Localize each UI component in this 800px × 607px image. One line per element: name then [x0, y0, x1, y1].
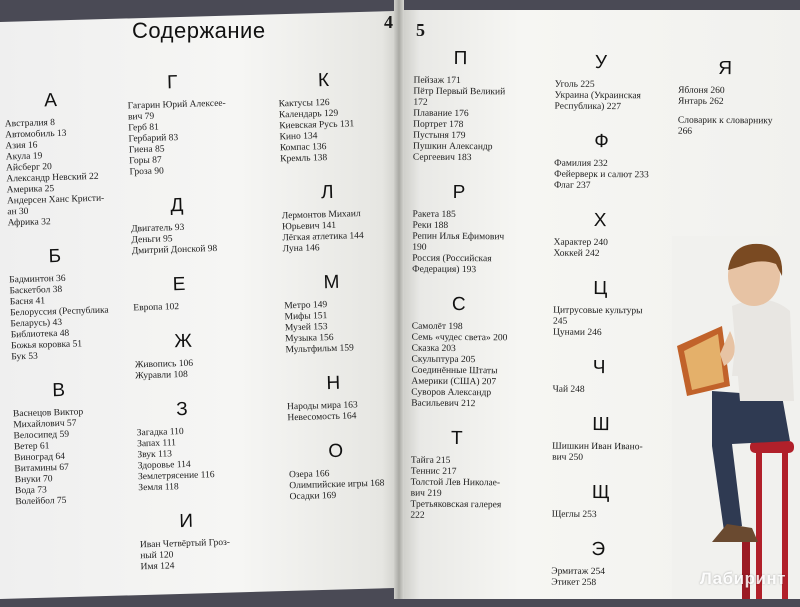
index-entry: Народы мира 163 — [286, 400, 358, 413]
index-letter-group — [288, 440, 385, 504]
index-letter-group — [410, 428, 506, 523]
index-entry: Характер 240 — [553, 237, 608, 249]
right_page-column-3 — [678, 58, 773, 157]
index-entry: Реки 188 — [412, 220, 449, 231]
index-entry: 245 — [553, 316, 568, 327]
index-entry: вич 250 — [552, 452, 584, 463]
index-entry: Библиотека 48 — [10, 328, 70, 341]
index-letter-heading: Щ — [591, 481, 610, 504]
index-letter-group — [413, 48, 509, 165]
index-entry: Пейзаж 171 — [413, 75, 461, 87]
index-letter-heading: Э — [591, 538, 606, 561]
index-letter-heading: П — [453, 47, 468, 70]
index-letter-heading: З — [175, 398, 188, 421]
index-entry: Метро 149 — [284, 300, 328, 312]
index-letter-heading: Г — [166, 72, 178, 94]
index-entry: Музыка 156 — [285, 332, 334, 345]
index-letter-heading: А — [43, 89, 58, 112]
index-letter-heading: У — [594, 51, 608, 74]
index-entry: Фейерверк и салют 233 — [554, 169, 649, 181]
index-entry: Соединённые Штаты — [411, 365, 498, 377]
index-letter-group — [552, 482, 647, 522]
left_page-column-1 — [4, 89, 115, 527]
index-letter-group — [554, 131, 649, 193]
index-letter-heading: Д — [170, 194, 184, 217]
index-letter-heading: В — [52, 379, 66, 402]
index-letter-heading: Я — [718, 57, 733, 80]
index-entry: Айсберг 20 — [5, 162, 52, 174]
index-entry: Фамилия 232 — [554, 158, 608, 170]
index-entry: 222 — [410, 510, 425, 521]
index-letter-heading: К — [317, 69, 330, 92]
index-entry: Репин Илья Ефимович — [412, 231, 505, 243]
index-entry: Семь «чудес света» 200 — [411, 332, 508, 344]
index-entry: Самолёт 198 — [411, 321, 463, 333]
index-entry: Озера 166 — [288, 469, 330, 481]
index-entry: Лёгкая атлетика 144 — [282, 231, 364, 244]
index-entry: Портрет 178 — [413, 119, 464, 131]
index-entry: Горы 87 — [129, 155, 162, 167]
index-entry: Африка 32 — [7, 217, 51, 229]
index-letter-group — [283, 271, 380, 357]
index-entry: Календарь 129 — [278, 108, 339, 121]
index-entry: Республика) 227 — [554, 101, 622, 113]
index-entry: Этикет 258 — [551, 577, 597, 588]
index-letter-group — [130, 194, 230, 258]
index-entry: Киевская Русь 131 — [279, 119, 355, 132]
index-entry: Америка 25 — [6, 184, 55, 196]
index-entry: Беларусь) 43 — [10, 317, 63, 330]
index-entry: Велосипед 59 — [13, 429, 70, 442]
index-letter-group — [4, 89, 106, 230]
index-letter-heading: Т — [450, 427, 463, 450]
index-entry: Компас 136 — [279, 142, 327, 154]
index-entry: Деньги 95 — [131, 234, 173, 246]
index-letter-heading: М — [323, 271, 340, 294]
index-entry: Здоровье 114 — [137, 459, 191, 472]
index-entry: Флаг 237 — [553, 180, 591, 191]
index-entry: Австралия 8 — [4, 118, 56, 130]
index-entry: Америки (США) 207 — [411, 376, 497, 388]
index-entry: Виноград 64 — [14, 451, 66, 464]
index-entry: Уголь 225 — [554, 79, 595, 90]
index-entry: Цунами 246 — [552, 327, 602, 339]
index-letter-heading: Л — [320, 181, 334, 204]
index-entry: Землетрясение 116 — [137, 470, 215, 483]
index-entry: Гроза 90 — [129, 166, 164, 178]
index-entry: Чай 248 — [552, 384, 585, 395]
index-entry: Юрьевич 141 — [281, 220, 337, 233]
index-entry: Иван Четвёртый Гроз- — [139, 537, 231, 551]
index-entry: Автомобиль 13 — [5, 128, 67, 141]
index-entry: Тайга 215 — [410, 455, 451, 466]
index-entry: Суворов Александр — [411, 387, 492, 399]
index-entry: Олимпийские игры 168 — [289, 478, 385, 492]
index-entry: Внуки 70 — [14, 474, 53, 486]
index-letter-heading: Р — [452, 181, 466, 204]
index-entry: Сказка 203 — [411, 343, 456, 354]
index-entry: Мультфильм 159 — [285, 343, 354, 356]
index-entry: Александр Невский 22 — [6, 171, 99, 185]
left-page-number: 4 — [384, 12, 393, 32]
index-letter-heading: Ф — [594, 130, 609, 153]
index-entry: Луна 146 — [282, 243, 320, 255]
index-letter-group — [286, 372, 383, 425]
index-entry: Эрмитаж 254 — [551, 566, 605, 578]
index-letter-group — [553, 278, 648, 340]
index-entry: Невесомость 164 — [287, 411, 357, 424]
index-entry: Лермонтов Михаил — [281, 209, 361, 222]
index-entry: Мифы 151 — [284, 311, 328, 323]
index-entry: Вода 73 — [14, 485, 47, 497]
index-letter-group — [139, 510, 239, 574]
index-entry: Гербарий 83 — [128, 133, 179, 145]
index-letter-heading: И — [179, 510, 194, 533]
index-entry: Витамины 67 — [14, 462, 69, 475]
index-entry: Звук 113 — [137, 449, 173, 461]
right-page-number: 5 — [416, 20, 425, 40]
index-entry: Кино 134 — [279, 131, 318, 143]
index-letter-group — [136, 398, 237, 495]
left_page-column-3 — [278, 69, 386, 521]
index-letter-group — [551, 539, 646, 590]
index-entry: Яблоня 260 — [678, 85, 725, 96]
index-entry: Скульптура 205 — [411, 354, 476, 366]
index-entry: Третьяковская галерея — [410, 499, 502, 511]
index-entry: вич 79 — [127, 111, 155, 123]
index-letter-group — [8, 245, 110, 364]
index-entry: Волейбол 75 — [15, 495, 67, 508]
index-entry: Дмитрий Донской 98 — [131, 244, 218, 257]
index-entry: Пустыня 179 — [413, 130, 466, 142]
index-entry: Журавли 108 — [135, 369, 188, 382]
index-entry: Гиена 85 — [128, 144, 165, 156]
index-entry: Украина (Украинская — [554, 90, 641, 102]
index-entry: Теннис 217 — [410, 466, 457, 477]
index-entry: Гагарин Юрий Алексее- — [127, 98, 226, 112]
index-entry: Акула 19 — [5, 151, 43, 163]
index-entry: Васнецов Виктор — [12, 407, 84, 420]
index-entry: Васильевич 212 — [411, 398, 476, 410]
index-entry: Земля 118 — [138, 482, 179, 494]
index-entry: Европа 102 — [133, 302, 180, 314]
index-entry: Щеглы 253 — [551, 509, 597, 520]
index-entry: Ракета 185 — [412, 209, 456, 220]
index-entry: Бадминтон 36 — [9, 273, 66, 286]
index-letter-heading: Ш — [592, 413, 610, 436]
left_page-column-2 — [127, 71, 239, 592]
index-letter-group — [127, 71, 228, 179]
index-entry: Цитрусовые культуры — [553, 305, 643, 317]
index-entry: Герб 81 — [128, 122, 159, 134]
index-entry: Азия 16 — [5, 140, 38, 152]
index-entry: Ветер 61 — [13, 441, 50, 453]
index-letter-group — [12, 379, 114, 509]
index-entry: Баскетбол 38 — [9, 284, 63, 297]
index-letter-heading: Ч — [592, 356, 606, 379]
index-entry: Божья коровка 51 — [10, 339, 83, 352]
index-letter-heading: Е — [172, 273, 186, 296]
boy-reading-illustration — [672, 236, 800, 599]
index-entry: вич 219 — [410, 488, 442, 499]
index-entry: 172 — [413, 97, 428, 108]
index-entry: Басня 41 — [9, 296, 46, 308]
index-entry: Хоккей 242 — [553, 248, 600, 259]
index-letter-group — [552, 414, 647, 465]
index-letter-heading: Н — [326, 372, 341, 395]
index-letter-heading: С — [451, 293, 466, 316]
labirint-watermark: Лабиринт — [699, 569, 786, 588]
index-entry: Кремль 138 — [280, 153, 328, 165]
index-letter-group — [678, 58, 773, 139]
index-entry: Россия (Российская — [412, 253, 492, 265]
book-gutter — [394, 0, 404, 599]
right_page-column-1 — [410, 48, 509, 541]
index-entry: Андерсен Ханс Кристи- — [6, 193, 105, 207]
index-letter-heading: О — [328, 440, 344, 463]
index-entry: Сергеевич 183 — [412, 152, 472, 164]
index-letter-group — [278, 69, 376, 166]
index-letter-heading: Б — [48, 245, 62, 268]
index-entry: Плавание 176 — [413, 108, 469, 120]
index-entry: Словарик к словарнику — [677, 115, 773, 127]
index-letter-group — [281, 181, 378, 256]
index-entry: Михайлович 57 — [13, 418, 77, 431]
index-entry: Янтарь 262 — [678, 96, 724, 107]
index-letter-group — [553, 357, 648, 397]
index-letter-group — [555, 52, 650, 114]
index-entry: Пушкин Александр — [412, 141, 493, 153]
index-letter-heading: Х — [593, 209, 607, 232]
right_page-column-2 — [551, 52, 650, 607]
index-letter-heading: Ц — [593, 277, 608, 300]
index-entry: Шишкин Иван Ивано- — [552, 441, 643, 453]
index-letter-group — [553, 210, 648, 261]
index-letter-group — [134, 330, 233, 383]
index-letter-group — [132, 273, 231, 315]
index-letter-heading: Ж — [174, 330, 193, 353]
index-entry: 266 — [677, 126, 693, 137]
index-entry: Музей 153 — [284, 322, 328, 334]
index-entry: Живопись 106 — [134, 358, 194, 371]
index-entry: Загадка 110 — [136, 427, 184, 439]
index-entry: Толстой Лев Николае- — [410, 477, 501, 489]
index-entry: Федерация) 193 — [412, 264, 477, 276]
index-entry: Пётр Первый Великий — [413, 86, 506, 98]
index-letter-group — [411, 294, 507, 411]
page-title: Содержание — [132, 18, 266, 43]
index-entry: Бук 53 — [11, 351, 38, 363]
index-entry: Имя 124 — [140, 561, 175, 573]
index-entry: ный 120 — [140, 550, 174, 562]
index-entry: ан 30 — [7, 206, 29, 218]
index-entry: Запах 111 — [137, 438, 177, 450]
index-entry: Кактусы 126 — [278, 97, 330, 110]
index-entry: 190 — [412, 242, 427, 253]
index-letter-group — [412, 182, 508, 277]
index-entry: Осадки 169 — [289, 490, 337, 503]
index-entry: Двигатель 93 — [131, 222, 185, 235]
index-entry: Белоруссия (Республика — [10, 305, 109, 319]
